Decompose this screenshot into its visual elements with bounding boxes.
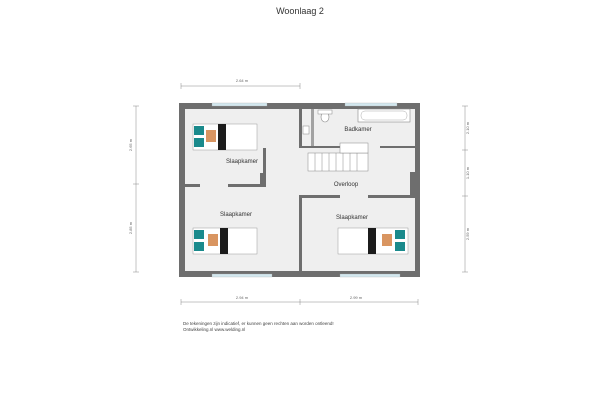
inner-wall (299, 109, 302, 146)
floor-title: Woonlaag 2 (276, 6, 324, 16)
room-label-slaapkamer-2: Slaapkamer (219, 212, 253, 218)
inner-wall (299, 195, 302, 271)
inner-wall (410, 172, 415, 196)
inner-wall (311, 109, 314, 146)
dimension-right-upper-label: 2.10 m (465, 121, 470, 135)
bathtub (358, 109, 410, 122)
dimension-left-upper-label: 2.65 m (128, 138, 133, 152)
dimension-left (133, 106, 139, 272)
disclaimer-line-2: Ontwikkeling.nl www.welding.nl (183, 327, 246, 332)
dimension-top-label: 2.64 m (235, 78, 249, 83)
door-opening (340, 195, 368, 198)
window (212, 103, 267, 106)
door-opening (200, 184, 228, 187)
dimension-right-lower-label: 2.59 m (465, 227, 470, 241)
dimension-bottom (181, 299, 418, 305)
room-label-slaapkamer-1: Slaapkamer (225, 159, 259, 165)
window (345, 103, 397, 106)
disclaimer-line-1: De tekeningen zijn indicatief, er kunnen geen rechten aan worden ontleend! (183, 321, 334, 326)
room-label-badkamer: Badkamer (344, 127, 372, 133)
inner-wall (260, 173, 266, 187)
window (212, 274, 272, 277)
room-label-slaapkamer-3: Slaapkamer (335, 215, 369, 221)
dimension-right-middle-label: 1.10 m (465, 166, 470, 180)
door-opening (300, 184, 302, 195)
sink (303, 126, 309, 134)
bed-bedroom-3 (338, 228, 408, 254)
disclaimer (183, 321, 334, 333)
bed-bedroom-1 (193, 124, 257, 150)
room-label-overloop: Overloop (333, 182, 359, 188)
dimension-left-lower-label: 2.85 m (128, 221, 133, 235)
bed-bedroom-2 (193, 228, 257, 254)
window (340, 274, 400, 277)
dimension-top (181, 83, 300, 89)
dimension-bottom-right-label: 2.99 m (349, 295, 363, 300)
dimension-bottom-left-label: 2.94 m (235, 295, 249, 300)
